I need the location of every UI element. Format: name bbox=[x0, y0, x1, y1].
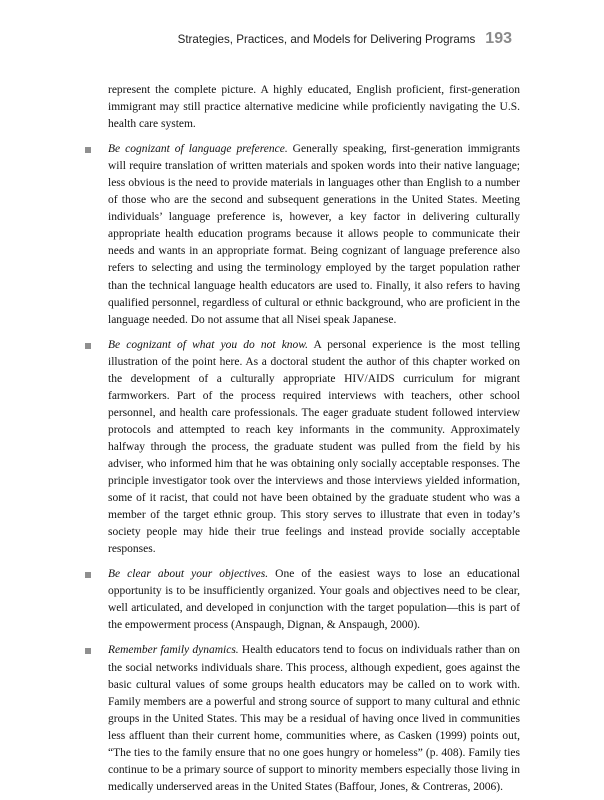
bullet-item-family-dynamics bbox=[108, 642, 520, 795]
bullet-lead: Be clear about your objectives. bbox=[108, 568, 269, 581]
bullet-paragraph bbox=[108, 642, 520, 795]
bullet-item-language-preference bbox=[108, 141, 520, 329]
bullet-item-clear-objectives bbox=[108, 566, 520, 634]
square-bullet-icon bbox=[85, 648, 91, 654]
page-number: 193 bbox=[485, 30, 512, 47]
bullet-paragraph bbox=[108, 337, 520, 559]
running-head bbox=[178, 30, 512, 48]
continuation-paragraph: represent the complete picture. A highly educated, English proficient, first-generation immigrant may still practice alternative medicine while proficiently navigating the U.S. health care system. bbox=[108, 84, 520, 131]
running-title: Strategies, Practices, and Models for Delivering Programs bbox=[177, 33, 476, 46]
bullet-text: Generally speaking, first-generation immigrants will require translation of written materials and spoken words into their native language; less obvious is the need to provide materials in languages other than English to a number of those who are the second and subsequent generations in the United States. Meeting individuals’ language preference is, however, a key factor in delivering culturally appropriate health education programs because it allows people to communicate their needs and wants in an appropriate format. Being cognizant of language preference also refers to selecting and using the terminology employed by the target population rather than the technical language health educators are used to. Finally, it also refers to having qualified personnel, regardless of cultural or ethnic background, who are proficient in the language needed. Do not assume that all Nisei speak Japanese. bbox=[108, 143, 520, 326]
bullet-lead: Be cognizant of what you do not know. bbox=[108, 338, 308, 351]
bullet-lead: Be cognizant of language preference. bbox=[108, 143, 288, 156]
bullet-text: Health educators tend to focus on individuals rather than on the social networks individuals share. This process, although expedient, goes against the basic cultural values of some groups health educators may be called on to work with. Family members are a powerful and strong source of support to many cultural and ethnic groups in the United States. This may be a residual of having once lived in communities less affluent than their current home, communities where, as Casken (1999) points out, “The ties to the family ensure that no one goes hungry or homeless” (p. 408). Family ties continue to be a primary source of support to minority members especially those living in medically underserved areas in the United States (Baffour, Jones, & Contreras, 2006). bbox=[108, 644, 520, 793]
square-bullet-icon bbox=[85, 343, 91, 349]
bullet-item-what-you-do-not-know bbox=[108, 337, 520, 559]
bullet-paragraph bbox=[108, 141, 520, 329]
square-bullet-icon bbox=[85, 147, 91, 153]
square-bullet-icon bbox=[85, 572, 91, 578]
bullet-text: One of the easiest ways to lose an educational opportunity is to be insufficiently organized. Your goals and objectives need to be clear, well articulated, and developed in conjunction with the target population—this is part of the empowerment process (Anspaugh, Dignan, & Anspaugh, 2000). bbox=[108, 568, 520, 632]
body-text bbox=[108, 82, 520, 796]
bullet-lead: Remember family dynamics. bbox=[108, 644, 239, 657]
bullet-text: A personal experience is the most telling illustration of the point here. As a doctoral student the author of this chapter worked on the development of a culturally appropriate HIV/AIDS curriculum for migrant farmworkers. Part of the process required interviews with teachers, other school personnel, and health care professionals. The eager graduate student followed interview protocols and attempted to reach key informants in the community. Approximately halfway through the process, the graduate student was pulled from the field by his adviser, who informed him that he was obtaining only socially acceptable responses. The principle investigator took over the interviews and those interviews yielded information, some of it racist, that could not have been obtained by the graduate student who was a member of the target ethnic group. This story serves to illustrate that even in today’s society people may hide their true feelings and instead provide socially acceptable responses. bbox=[108, 338, 520, 556]
bullet-paragraph bbox=[108, 566, 520, 634]
